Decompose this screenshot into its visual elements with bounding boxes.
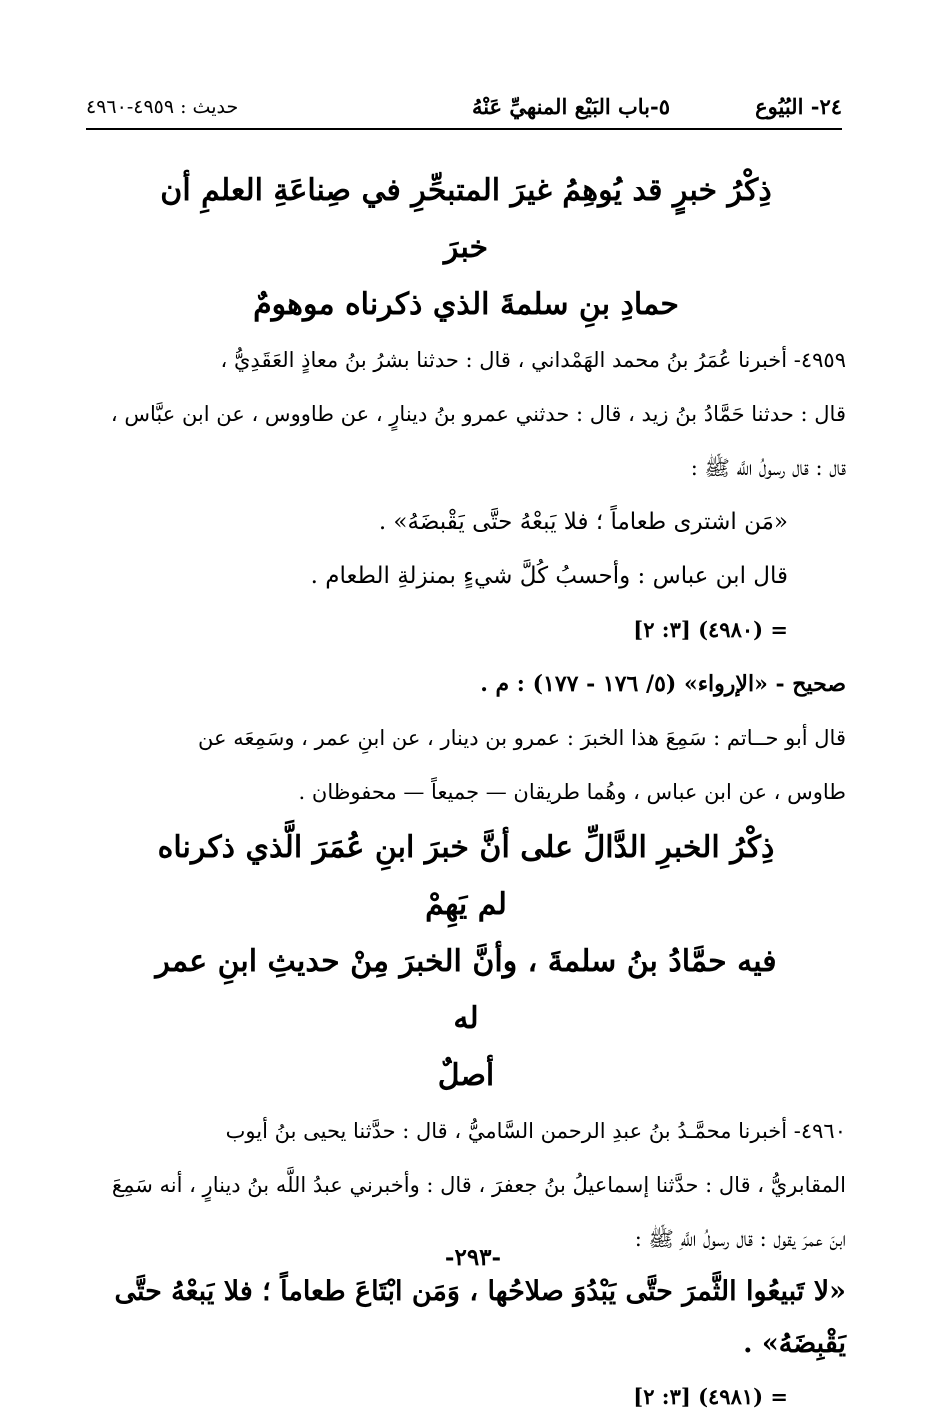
hadith-text: «لا تَبيعُوا الثَّمرَ حتَّى يَبْدُوَ صلاحُها ، وَمَن ابْتَاعَ طعاماً ؛ فلا يَبعْهُ حتَّى — [114, 1276, 846, 1307]
chapter-heading-1 — [86, 162, 846, 333]
isnad-line: ابنَ عمرَ يقول : قال رسولُ اللَّهِ ﷺ : — [634, 1227, 846, 1251]
hadith-4959 — [86, 333, 846, 711]
ibn-abbas-comment: قال ابن عباس : وأحسبُ كُلَّ شيءٍ بمنزلةِ الطعام . — [310, 563, 788, 589]
heading-line: حمادِ بنِ سلمةَ الذي ذكرناه موهومٌ — [253, 287, 679, 322]
page-content — [86, 162, 846, 1424]
section-title: ٥-باب البَيْع المنهيِّ عَنْهُ — [471, 94, 670, 119]
comment-line: طاوس ، عن ابن عباس ، وهُما طريقان — جميعاً — محفوظان . — [298, 780, 846, 804]
hadith-text: يَقْبِضَهُ» . — [743, 1328, 846, 1359]
comment-line: قال أبو حــاتم : سَمِعَ هذا الخبرَ : عمرو بن دينار ، عن ابنِ عمر ، وسَمِعَه عن — [198, 726, 846, 750]
heading-line: ذِكْرُ الخبرِ الدَّالِّ على أنَّ خبرَ ابنِ عُمَرَ الَّذي ذكرناه لم يَهِمْ — [157, 830, 775, 922]
chapter-title: ٢٤- البُيُوع — [755, 94, 842, 119]
isnad-line: ٤٩٦٠- أخبرنا محمَّـدُ بنُ عبدِ الرحمن السَّاميُّ ، قال : حدَّثنا يحيى بنُ أيوب — [225, 1119, 846, 1143]
cross-reference: = (٤٩٨١) [٣: ٢] — [633, 1384, 788, 1409]
isnad-line: المقابريُّ ، قال : حدَّثنا إسماعيلُ بنُ جعفرَ ، قال : وأخبرني عبدُ اللَّه بنُ دينارٍ ، أنه سَمِعَ — [111, 1173, 846, 1197]
hadith-text: «مَن اشترى طعاماً ؛ فلا يَبعْهُ حتَّى يَقْبضَهُ» . — [378, 509, 788, 535]
hadith-grade: صحيح - «الإرواء» (٥/ ١٧٦ - ١٧٧) : م . — [480, 671, 846, 697]
isnad-line: قال : حدثنا حَمَّادُ بنُ زيد ، قال : حدثني عمرو بنُ دينارٍ ، عن طاووس ، عن ابن عبَّاس ، — [110, 402, 846, 426]
heading-line: فيه حمَّادُ بنُ سلمةَ ، وأنَّ الخبرَ مِنْ حديثِ ابنِ عمر له — [155, 944, 777, 1036]
isnad-line: ٤٩٥٩- أخبرنا عُمَرُ بنُ محمد الهَمْداني ، قال : حدثنا بشرُ بنُ معاذٍ العَقَدِيُّ ، — [220, 348, 846, 372]
running-header — [86, 88, 842, 130]
chapter-heading-2 — [86, 819, 846, 1104]
heading-line: ذِكْرُ خبرٍ قد يُوهِمُ غيرَ المتبحِّرِ في صِناعَةِ العلمِ أن خبرَ — [160, 173, 772, 265]
heading-line: أصلٌ — [437, 1058, 495, 1093]
cross-reference: = (٤٩٨٠) [٣: ٢] — [633, 617, 788, 642]
hadith-range: حديث : ٤٩٥٩-٤٩٦٠ — [86, 96, 239, 118]
page-number: -٢٩٣- — [444, 1244, 502, 1271]
abu-hatim-comment — [86, 711, 846, 819]
isnad-line: قال : قال رسولُ اللَّه ﷺ : — [690, 456, 846, 480]
